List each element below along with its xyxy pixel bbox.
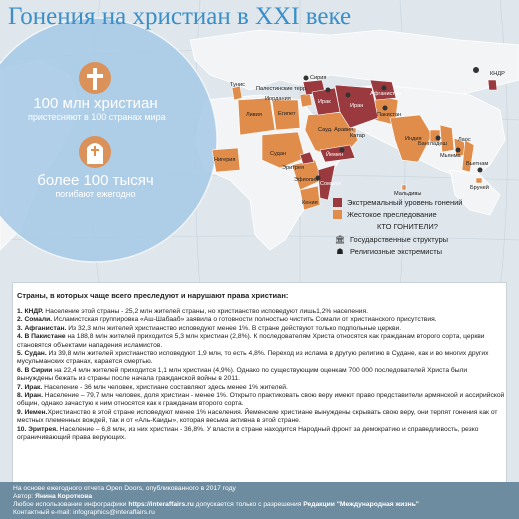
label-libya: Ливия bbox=[246, 112, 262, 118]
list-item bbox=[17, 333, 505, 350]
list-item-number: 4. bbox=[17, 333, 23, 341]
country-brunei bbox=[476, 178, 482, 183]
list-item-text: Из 39,8 млн жителей христианство исповедуют 1,9 млн, то есть 4,8%. Переход из ислама в другую религию в Судане, как и во многих других мусульманских странах, карается смертью. bbox=[17, 350, 489, 366]
list-heading: Страны, в которых чаще всего преследуют и нарушают права христиан: bbox=[17, 291, 289, 300]
list-item bbox=[17, 316, 505, 324]
list-item-country: Афганистан. bbox=[24, 324, 67, 332]
legend-state-label: Государственные структуры bbox=[350, 234, 449, 244]
label-ethiopia: Эфиопия bbox=[294, 177, 319, 183]
footer-author-name: Янина Короткова bbox=[35, 493, 93, 500]
list-item-text: Население – 6,8 млн, из них христиан - 36,8%. У власти в стране находится Народный фронт за демократию и справедливость, резко ограничивающий права верующих. bbox=[17, 425, 479, 442]
list-item-text: на 188,8 млн жителей приходится 5,3 млн христиан (2,8%). К последователям Христа относятся как гражданам второго сорта, церкви становятся объектами нападения исламистов. bbox=[17, 333, 485, 349]
list-item-country: КНДР. bbox=[24, 308, 44, 315]
list-item bbox=[17, 325, 505, 333]
list-item bbox=[17, 426, 505, 443]
label-vietnam: Вьетнам bbox=[466, 161, 489, 167]
legend-severe bbox=[333, 208, 519, 220]
list-item-text: Население этой страны - 25,2 млн жителей страны, но христианство исповедуют лишь1,2% населения. bbox=[43, 308, 369, 315]
list-item-country: Судан. bbox=[24, 350, 47, 358]
stat-killed bbox=[28, 172, 163, 199]
list-item-text: Исламистская группировка «Аш-Шабааб» заявила о готовности полностью чистить Сомали от христианского присутствия. bbox=[52, 316, 437, 324]
list-item-number: 2. bbox=[17, 316, 23, 324]
legend-religious-label: Религиозные экстремисты bbox=[350, 246, 443, 256]
label-india: Индия bbox=[405, 136, 422, 142]
list-item-number: 8. bbox=[17, 392, 23, 400]
list-item-country: Иемен. bbox=[24, 408, 48, 416]
list-item-number: 3. bbox=[17, 324, 23, 332]
label-egypt: Египет bbox=[278, 111, 296, 117]
label-palestine: Палестинские терр. bbox=[256, 86, 308, 92]
footer-usage-mid: допускается только с разрешения bbox=[193, 501, 304, 508]
stat-persecuted bbox=[28, 95, 166, 122]
list-item-number: 9. bbox=[17, 408, 23, 416]
stat-persecuted-value: 100 млн христиан bbox=[33, 95, 158, 112]
footer-contact: Контактный e-mail: infographics@interaffairs.ru bbox=[13, 509, 155, 516]
label-pakistan: Пакистан bbox=[377, 112, 402, 118]
stat-killed-caption: погибают ежегодно bbox=[55, 189, 136, 199]
label-nigeria: Нигерия bbox=[214, 157, 236, 163]
label-iraq: Ирак bbox=[318, 99, 331, 105]
label-myanmar: Мьянма bbox=[440, 153, 461, 159]
country-maldives bbox=[402, 185, 406, 190]
list-item-text: Христианство в этой стране исповедуют менее 1% населения. Йеменские христиане вынуждены скрывать свою веру, они терпят гонения как от местных племенных вождей, так и от «Аль-Каиды», которая весьма активна в этой стране. bbox=[17, 408, 498, 425]
footer-author-prefix: Автор: bbox=[13, 493, 36, 500]
list-item-text: Из 32,3 млн жителей христианство исповедуют менее 1%. В стране действуют только подпольные церкви. bbox=[66, 324, 402, 332]
legend-extreme bbox=[333, 196, 519, 208]
legend-religious bbox=[333, 245, 519, 257]
footer-author bbox=[13, 493, 519, 501]
list-item-country: Сомали. bbox=[24, 316, 53, 324]
label-afghanistan: Афганистан bbox=[370, 91, 402, 97]
country-list bbox=[17, 308, 505, 443]
label-qatar: Катар bbox=[350, 133, 365, 139]
list-item-country: В Сирии bbox=[24, 366, 53, 374]
legend-extreme-label: Экстремальный уровень гонений bbox=[347, 197, 463, 207]
legend-extreme-swatch bbox=[333, 198, 342, 207]
label-dprk: КНДР bbox=[490, 71, 505, 77]
country-myanmar bbox=[440, 125, 454, 152]
label-bangladesh: Бангладеш bbox=[418, 141, 448, 147]
label-brunei: Бруней bbox=[470, 185, 489, 191]
gravestone-icon bbox=[79, 136, 111, 168]
label-saudi: Сауд. Аравия bbox=[318, 127, 354, 133]
label-tunisia: Тунис bbox=[230, 82, 245, 88]
footer-usage-prefix: Любое использование инфографики bbox=[13, 501, 129, 508]
list-item bbox=[17, 409, 505, 426]
list-item-text: на 22,4 млн жителей приходится 1,1 млн христиан (4,9%). Однако по существующим оценкам 700 000 последователей Христа были вынуждены бежать из страны после начала гражданской войны в 2011. bbox=[17, 366, 468, 383]
page-title: Гонения на христиан в XXI веке bbox=[8, 3, 352, 30]
label-iran: Иран bbox=[350, 103, 364, 109]
list-item-number: 6. bbox=[17, 366, 23, 374]
list-item bbox=[17, 367, 505, 384]
label-kenya: Кения bbox=[302, 200, 318, 206]
list-item-country: В Пакистане bbox=[24, 333, 66, 341]
extremist-icon: ☗ bbox=[336, 246, 344, 256]
list-item bbox=[17, 350, 505, 367]
label-jordan: Иордания bbox=[265, 96, 291, 102]
label-eritrea: Эритрея bbox=[282, 165, 305, 171]
label-sudan: Судан bbox=[270, 151, 287, 157]
list-item-number: 1. bbox=[17, 308, 23, 315]
legend-severe-swatch bbox=[333, 210, 342, 219]
footer bbox=[0, 482, 519, 519]
legend bbox=[333, 196, 519, 257]
label-maldives: Мальдивы bbox=[394, 191, 422, 197]
list-item-number: 10. bbox=[17, 425, 27, 433]
footer-source: На основе ежегодного отчета Open Doors, опубликованного в 2017 году bbox=[13, 485, 236, 492]
legend-who: КТО ГОНИТЕЛИ? bbox=[377, 222, 438, 231]
list-item-text: Население – 79,7 млн человек, доля христиан - менее 1%. Открыто практиковать свою веру имеют право представители армянской и ассирийской общин, однако зачастую к ним относятся как к гражданам второго сорта. bbox=[17, 392, 505, 408]
footer-usage bbox=[13, 501, 519, 509]
list-item-number: 7. bbox=[17, 383, 23, 391]
footer-site-link[interactable]: https://interaffairs.ru bbox=[128, 501, 194, 508]
list-item-country: Эритрея. bbox=[28, 425, 58, 433]
list-item-country: Ирак. bbox=[24, 383, 43, 391]
label-somalia: Сомали bbox=[320, 181, 341, 187]
country-dprk bbox=[488, 80, 497, 90]
label-yemen: Йемен bbox=[326, 152, 344, 158]
stat-killed-value: более 100 тысяч bbox=[37, 172, 154, 189]
footer-editor: Редакции "Международная жизнь" bbox=[303, 501, 419, 508]
list-item-country: Иран. bbox=[24, 392, 43, 400]
list-item-number: 5. bbox=[17, 350, 23, 358]
persecuted-icon bbox=[79, 62, 111, 94]
legend-severe-label: Жестокое преследование bbox=[347, 209, 437, 219]
list-item-text: Население - 36 млн человек, христиане составляют здесь менее 1% жителей. bbox=[42, 383, 288, 391]
legend-state bbox=[333, 233, 519, 245]
list-item bbox=[17, 384, 505, 392]
government-building-icon: 🏛 bbox=[334, 234, 346, 244]
label-syria: Сирия bbox=[310, 75, 327, 81]
stat-persecuted-caption: пристесняют в 100 странах мира bbox=[28, 112, 166, 122]
list-item bbox=[17, 392, 505, 409]
label-laos: Лаос bbox=[458, 137, 471, 143]
